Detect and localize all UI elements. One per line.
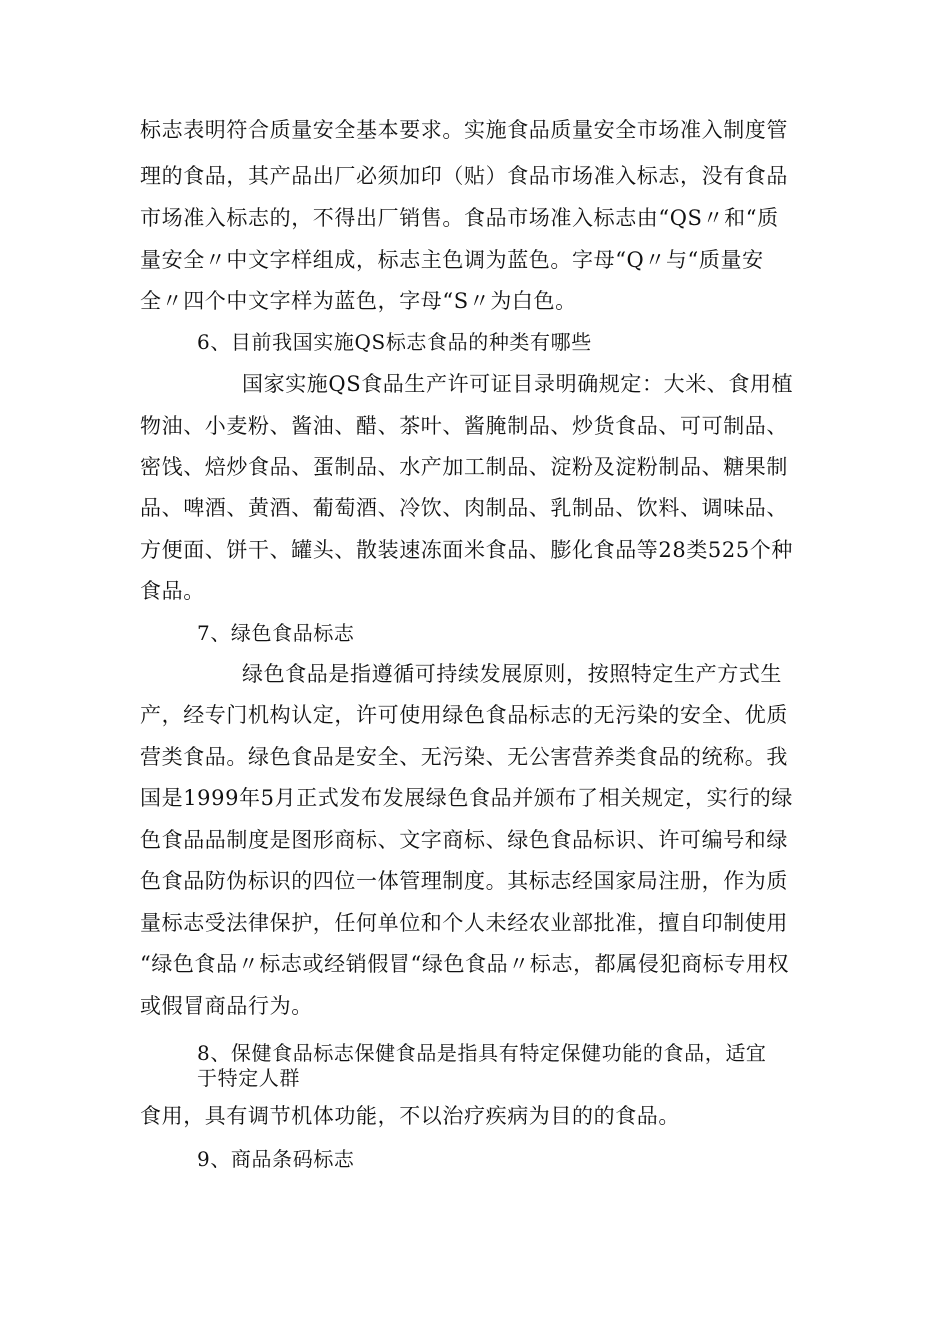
text-line: 食用，具有调节机体功能，不以治疗疾病为目的的食品。 xyxy=(140,1104,680,1128)
text-line: “绿色食品〃标志或经销假冒“绿色食品〃标志，都属侵犯商标专用权 xyxy=(140,952,790,976)
section-heading-6: 6、目前我国实施QS标志食品的种类有哪些 xyxy=(197,330,592,354)
text-line: 方便面、饼干、罐头、散装速冻面米食品、膨化食品等28类525个种 xyxy=(140,538,794,562)
text-line: 或假冒商品行为。 xyxy=(140,994,313,1018)
text-line: 品、啤酒、黄酒、葡萄酒、冷饮、肉制品、乳制品、饮料、调味品、 xyxy=(140,496,788,520)
text-line: 产，经专门机构认定，许可使用绿色食品标志的无污染的安全、优质 xyxy=(140,703,788,727)
section-heading-8: 8、保健食品标志保健食品是指具有特定保健功能的食品，适宜 xyxy=(197,1041,767,1065)
text-line: 国是1999年5月正式发布发展绿色食品并颁布了相关规定，实行的绿 xyxy=(140,786,794,810)
text-line: 全〃四个中文字样为蓝色，字母“S〃为白色。 xyxy=(140,289,577,313)
text-line: 于特定人群 xyxy=(197,1066,300,1090)
section-heading-7: 7、绿色食品标志 xyxy=(197,621,355,645)
text-line: 色食品品制度是图形商标、文字商标、绿色食品标识、许可编号和绿 xyxy=(140,828,788,852)
section-heading-9: 9、商品条码标志 xyxy=(197,1147,355,1171)
text-line: 市场准入标志的，不得出厂销售。食品市场准入标志由“QS〃和“质 xyxy=(140,206,779,230)
text-line: 理的食品，其产品出厂必须加印（贴）食品市场准入标志，没有食品 xyxy=(140,164,788,188)
text-line: 标志表明符合质量安全基本要求。实施食品质量安全市场准入制度管 xyxy=(140,118,788,142)
text-line: 营类食品。绿色食品是安全、无污染、无公害营养类食品的统称。我 xyxy=(140,745,788,769)
text-line: 色食品防伪标识的四位一体管理制度。其标志经国家局注册，作为质 xyxy=(140,869,788,893)
text-line: 量标志受法律保护，任何单位和个人未经农业部批准，擅自印制使用 xyxy=(140,911,788,935)
text-line: 国家实施QS食品生产许可证目录明确规定：大米、食用植 xyxy=(242,372,794,396)
text-line: 密饯、焙炒食品、蛋制品、水产加工制品、淀粉及淀粉制品、糖果制 xyxy=(140,455,788,479)
text-line: 绿色食品是指遵循可持续发展原则，按照特定生产方式生 xyxy=(242,662,782,686)
text-line: 物油、小麦粉、酱油、醋、茶叶、酱腌制品、炒货食品、可可制品、 xyxy=(140,414,788,438)
text-line: 量安全〃中文字样组成，标志主色调为蓝色。字母“Q〃与“质量安 xyxy=(140,248,764,272)
text-line: 食品。 xyxy=(140,579,205,603)
